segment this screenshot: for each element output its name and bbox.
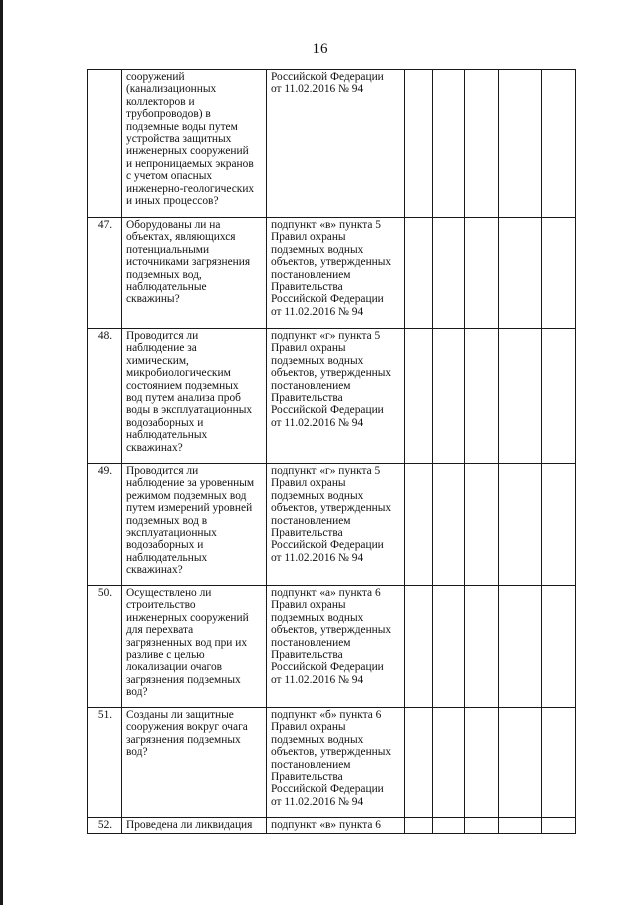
note-cell — [499, 218, 542, 329]
question-text: Проводится ли наблюдение за уровенным режимом подземных вод путем измерений уровней подземных вод в эксплуатационных водозаборных и наблюдательных скважинах? — [122, 464, 267, 586]
question-text: Оборудованы ли на объектах, являющихся потенциальными источниками загрязнения подземных вод, наблюдательные скважины? — [122, 218, 267, 329]
table-row — [88, 329, 576, 464]
note-cell — [499, 70, 542, 218]
answer-yes-cell — [405, 329, 433, 464]
extra-cell — [542, 708, 576, 818]
row-number: 50. — [88, 586, 122, 708]
answer-no-cell — [433, 70, 465, 218]
legal-reference: подпункт «в» пункта 6 — [267, 818, 405, 834]
row-number: 52. — [88, 818, 122, 834]
table-row — [88, 586, 576, 708]
answer-not-applicable-cell — [465, 586, 499, 708]
note-cell — [499, 329, 542, 464]
table-row — [88, 218, 576, 329]
checklist-table — [87, 69, 576, 834]
answer-yes-cell — [405, 708, 433, 818]
answer-yes-cell — [405, 218, 433, 329]
legal-reference: Российской Федерации от 11.02.2016 № 94 — [267, 70, 405, 218]
answer-not-applicable-cell — [465, 708, 499, 818]
answer-not-applicable-cell — [465, 464, 499, 586]
question-text: Проведена ли ликвидация — [122, 818, 267, 834]
answer-no-cell — [433, 218, 465, 329]
answer-yes-cell — [405, 818, 433, 834]
answer-not-applicable-cell — [465, 818, 499, 834]
answer-not-applicable-cell — [465, 70, 499, 218]
legal-reference: подпункт «г» пункта 5 Правил охраны подземных водных объектов, утвержденных постановлением Правительства Российской Федерации от 11.02.2016 № 94 — [267, 329, 405, 464]
legal-reference: подпункт «г» пункта 5 Правил охраны подземных водных объектов, утвержденных постановлением Правительства Российской Федерации от 11.02.2016 № 94 — [267, 464, 405, 586]
table-row — [88, 70, 576, 218]
page-number: 16 — [312, 41, 328, 57]
answer-not-applicable-cell — [465, 329, 499, 464]
answer-yes-cell — [405, 586, 433, 708]
extra-cell — [542, 818, 576, 834]
question-text: Проводится ли наблюдение за химическим, микробиологическим состоянием подземных вод путем анализа проб воды в эксплуатационных водозаборных и наблюдательных скважинах? — [122, 329, 267, 464]
scan-shadow-edge — [0, 0, 3, 905]
answer-no-cell — [433, 818, 465, 834]
answer-no-cell — [433, 586, 465, 708]
question-text: сооружений (канализационных коллекторов и трубопроводов) в подземные воды путем устройства защитных инженерных сооружений и непроницаемых экранов с учетом опасных инженерно-геологических и иных процессов? — [122, 70, 267, 218]
legal-reference: подпункт «а» пункта 6 Правил охраны подземных водных объектов, утвержденных постановлением Правительства Российской Федерации от 11.02.2016 № 94 — [267, 586, 405, 708]
answer-no-cell — [433, 329, 465, 464]
legal-reference: подпункт «в» пункта 5 Правил охраны подземных водных объектов, утвержденных постановлением Правительства Российской Федерации от 11.02.2016 № 94 — [267, 218, 405, 329]
note-cell — [499, 464, 542, 586]
extra-cell — [542, 218, 576, 329]
table-row — [88, 818, 576, 834]
legal-reference: подпункт «б» пункта 6 Правил охраны подземных водных объектов, утвержденных постановлением Правительства Российской Федерации от 11.02.2016 № 94 — [267, 708, 405, 818]
note-cell — [499, 818, 542, 834]
answer-not-applicable-cell — [465, 218, 499, 329]
row-number: 51. — [88, 708, 122, 818]
question-text: Осуществлено ли строительство инженерных сооружений для перехвата загрязненных вод при их разливе с целью локализации очагов загрязнения подземных вод? — [122, 586, 267, 708]
question-text: Созданы ли защитные сооружения вокруг очага загрязнения подземных вод? — [122, 708, 267, 818]
extra-cell — [542, 586, 576, 708]
answer-no-cell — [433, 708, 465, 818]
extra-cell — [542, 70, 576, 218]
answer-yes-cell — [405, 70, 433, 218]
note-cell — [499, 586, 542, 708]
row-number: 48. — [88, 329, 122, 464]
table-row — [88, 708, 576, 818]
row-number: 49. — [88, 464, 122, 586]
extra-cell — [542, 329, 576, 464]
row-number — [88, 70, 122, 218]
row-number: 47. — [88, 218, 122, 329]
answer-no-cell — [433, 464, 465, 586]
note-cell — [499, 708, 542, 818]
answer-yes-cell — [405, 464, 433, 586]
table-row — [88, 464, 576, 586]
extra-cell — [542, 464, 576, 586]
